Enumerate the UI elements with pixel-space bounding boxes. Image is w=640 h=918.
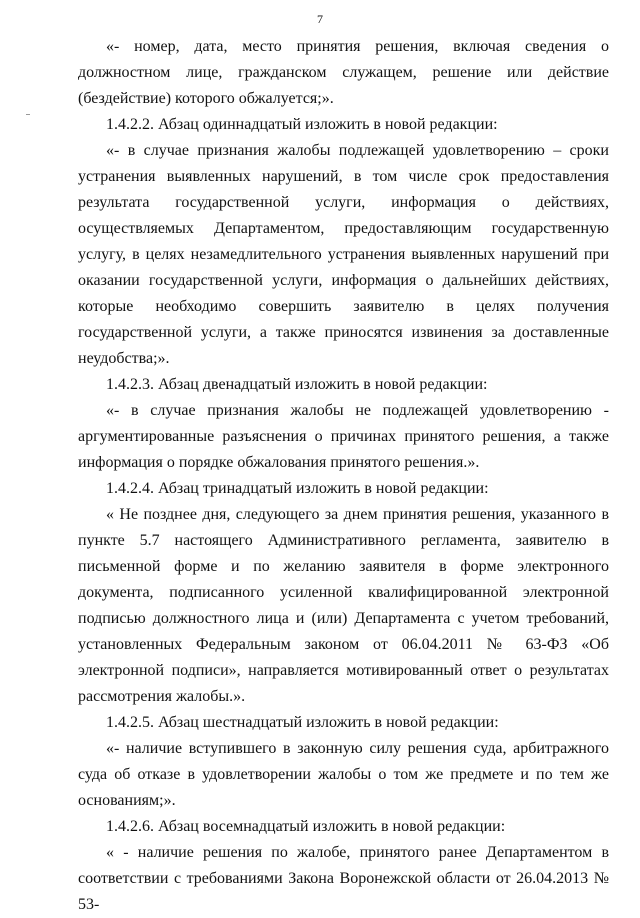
paragraph-quote-1: «- номер, дата, место принятия решения, включая сведения о должностном лице, гражданском служащем, решение или действие (бездействие) которого обжалуется;». — [78, 38, 609, 107]
margin-mark — [26, 114, 30, 115]
paragraph-quote-5: «- наличие вступившего в законную силу решения суда, арбитражного суда об отказе в удовлетворении жалобы о том же предмете и по тем же основаниям;». — [78, 740, 609, 809]
paragraph-quote-3: «- в случае признания жалобы не подлежащей удовлетворению - аргументированные разъяснения о причинах принятого решения, а также информация о порядке обжалования принятого решения.». — [78, 402, 609, 471]
paragraph-quote-6: « - наличие решения по жалобе, принятого ранее Департаментом в соответствии с требованиями Закона Воронежской области от 26.04.2013 № 53- — [78, 844, 609, 913]
paragraph-heading-1-4-2-5: 1.4.2.5. Абзац шестнадцатый изложить в новой редакции: — [106, 714, 499, 731]
paragraph-heading-1-4-2-4: 1.4.2.4. Абзац тринадцатый изложить в новой редакции: — [106, 480, 489, 497]
paragraph-heading-1-4-2-3: 1.4.2.3. Абзац двенадцатый изложить в новой редакции: — [106, 376, 488, 393]
paragraph-quote-2: «- в случае признания жалобы подлежащей удовлетворению – сроки устранения выявленных нарушений, в том числе срок предоставления результата государственной услуги, информация о действиях, осуществляемых Департаментом, предоставляющим государственную услугу, в целях незамедлительного устранения выявленных нарушений при оказании государственной услуги, информация о дальнейших действиях, которые необходимо совершить заявителю в целях получения государственной услуги, а также приносятся извинения за доставленные неудобства;». — [78, 142, 609, 367]
paragraph-heading-1-4-2-2: 1.4.2.2. Абзац одиннадцатый изложить в новой редакции: — [106, 116, 498, 133]
paragraph-quote-4: « Не позднее дня, следующего за днем принятия решения, указанного в пункте 5.7 настоящего Административного регламента, заявителю в письменной форме и по желанию заявителя в форме электронного документа, подписанного усиленной квалифицированной электронной подписью должностного лица и (или) Департамента с учетом требований, установленных Федеральным законом от 06.04.2011 № 63-ФЗ «Об электронной подписи», направляется мотивированный ответ о результатах рассмотрения жалобы.». — [78, 506, 609, 705]
page-number: 7 — [317, 12, 323, 26]
document-body — [78, 34, 609, 918]
paragraph-heading-1-4-2-6: 1.4.2.6. Абзац восемнадцатый изложить в новой редакции: — [106, 818, 506, 835]
